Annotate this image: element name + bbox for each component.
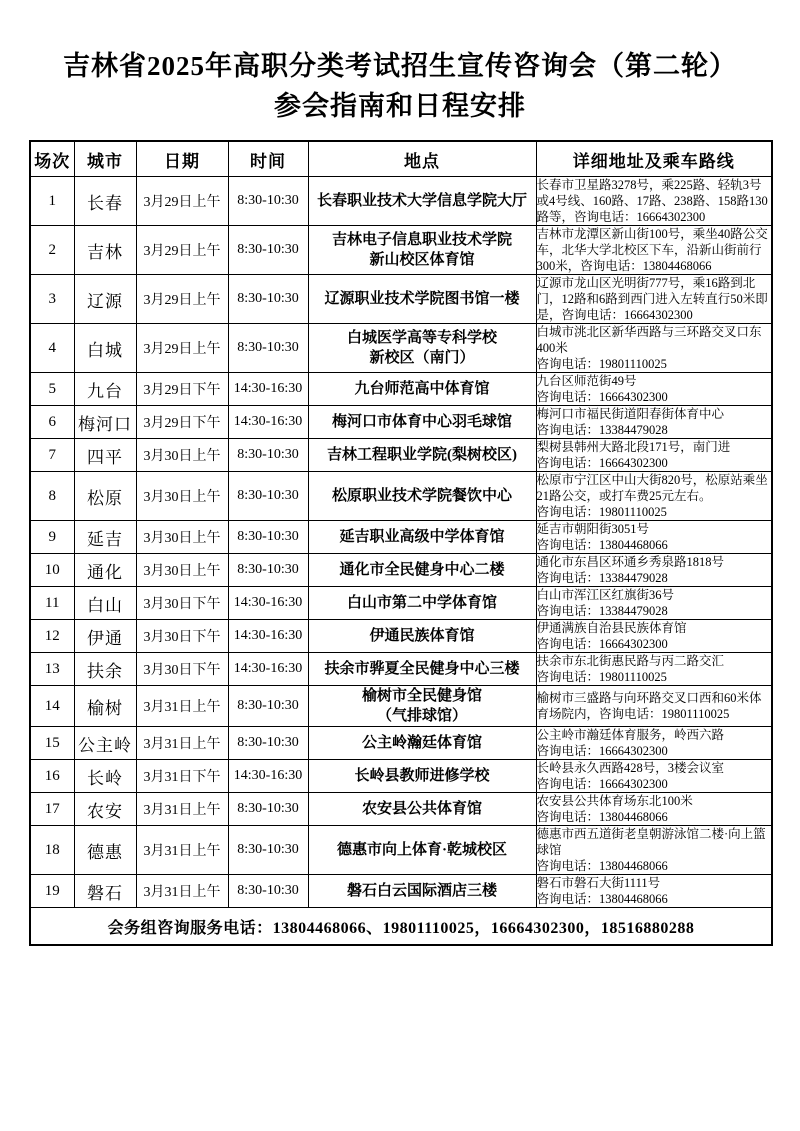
cell-no: 17 (30, 793, 74, 826)
cell-city: 扶余 (74, 653, 136, 686)
cell-time: 14:30-16:30 (228, 620, 308, 653)
cell-no: 7 (30, 439, 74, 472)
cell-date: 3月30日下午 (136, 587, 228, 620)
cell-place: 吉林电子信息职业技术学院 新山校区体育馆 (308, 226, 536, 275)
cell-time: 8:30-10:30 (228, 727, 308, 760)
cell-date: 3月30日上午 (136, 439, 228, 472)
cell-date: 3月30日上午 (136, 472, 228, 521)
cell-date: 3月30日上午 (136, 554, 228, 587)
title-line-2: 参会指南和日程安排 (274, 91, 526, 121)
cell-place: 白城医学高等专科学校 新校区（南门） (308, 324, 536, 373)
cell-date: 3月30日下午 (136, 653, 228, 686)
cell-date: 3月31日下午 (136, 760, 228, 793)
cell-city: 九台 (74, 373, 136, 406)
cell-time: 8:30-10:30 (228, 324, 308, 373)
cell-city: 吉林 (74, 226, 136, 275)
cell-time: 14:30-16:30 (228, 587, 308, 620)
cell-address: 吉林市龙潭区新山街100号，乘坐40路公交车，北华大学北校区下车，沿新山街前行300米，咨询电话：13804468066 (536, 226, 772, 275)
cell-time: 8:30-10:30 (228, 226, 308, 275)
cell-no: 19 (30, 875, 74, 908)
cell-time: 14:30-16:30 (228, 760, 308, 793)
cell-address: 延吉市朝阳街3051号 咨询电话：13804468066 (536, 521, 772, 554)
table-footer (30, 908, 772, 946)
cell-city: 延吉 (74, 521, 136, 554)
cell-date: 3月31日上午 (136, 727, 228, 760)
cell-time: 8:30-10:30 (228, 521, 308, 554)
column-header-address: 详细地址及乘车路线 (536, 141, 772, 177)
footer-row (30, 908, 772, 946)
cell-place: 榆树市全民健身馆 （气排球馆） (308, 686, 536, 727)
cell-place: 吉林工程职业学院(梨树校区) (308, 439, 536, 472)
cell-place: 德惠市向上体育·乾城校区 (308, 826, 536, 875)
cell-time: 8:30-10:30 (228, 875, 308, 908)
cell-place: 公主岭瀚廷体育馆 (308, 727, 536, 760)
table-header-row (30, 141, 772, 177)
cell-date: 3月31日上午 (136, 793, 228, 826)
cell-no: 12 (30, 620, 74, 653)
cell-city: 通化 (74, 554, 136, 587)
cell-city: 长岭 (74, 760, 136, 793)
cell-no: 1 (30, 177, 74, 226)
cell-place: 梅河口市体育中心羽毛球馆 (308, 406, 536, 439)
cell-address: 辽源市龙山区光明街777号，乘16路到北门，12路和6路到西门进入左转直行50米即是，咨询电话：16664302300 (536, 275, 772, 324)
cell-no: 4 (30, 324, 74, 373)
schedule-table-wrapper (29, 140, 771, 946)
cell-time: 14:30-16:30 (228, 653, 308, 686)
cell-place: 长春职业技术大学信息学院大厅 (308, 177, 536, 226)
cell-no: 15 (30, 727, 74, 760)
table-row (30, 760, 772, 793)
cell-no: 10 (30, 554, 74, 587)
cell-time: 8:30-10:30 (228, 472, 308, 521)
cell-time: 8:30-10:30 (228, 275, 308, 324)
cell-address: 通化市东昌区环通乡秀泉路1818号 咨询电话：13384479028 (536, 554, 772, 587)
cell-city: 松原 (74, 472, 136, 521)
cell-date: 3月30日下午 (136, 620, 228, 653)
cell-no: 8 (30, 472, 74, 521)
cell-address: 磐石市磐石大街1111号 咨询电话：13804468066 (536, 875, 772, 908)
table-row (30, 554, 772, 587)
cell-time: 8:30-10:30 (228, 554, 308, 587)
table-row (30, 177, 772, 226)
table-row (30, 324, 772, 373)
cell-time: 8:30-10:30 (228, 177, 308, 226)
contact-phones: 会务组咨询服务电话：13804468066、19801110025，16664302300，18516880288 (30, 908, 772, 946)
cell-address: 公主岭市瀚廷体育服务，岭西六路 咨询电话：16664302300 (536, 727, 772, 760)
cell-place: 松原职业技术学院餐饮中心 (308, 472, 536, 521)
table-row (30, 793, 772, 826)
table-row (30, 226, 772, 275)
page-title (0, 0, 800, 126)
column-header-city: 城市 (74, 141, 136, 177)
cell-city: 白城 (74, 324, 136, 373)
cell-no: 5 (30, 373, 74, 406)
cell-address: 长岭县永久西路428号，3楼会议室 咨询电话：16664302300 (536, 760, 772, 793)
cell-city: 长春 (74, 177, 136, 226)
table-header (30, 141, 772, 177)
table-row (30, 275, 772, 324)
table-row (30, 406, 772, 439)
cell-date: 3月29日上午 (136, 177, 228, 226)
cell-address: 农安县公共体育场东北100米 咨询电话：13804468066 (536, 793, 772, 826)
cell-place: 白山市第二中学体育馆 (308, 587, 536, 620)
schedule-table (29, 140, 773, 946)
cell-address: 白山市浑江区红旗街36号 咨询电话：13384479028 (536, 587, 772, 620)
cell-address: 长春市卫星路3278号，乘225路、轻轨3号或4号线、160路、17路、238路、158路130路等，咨询电话：16664302300 (536, 177, 772, 226)
table-body (30, 177, 772, 908)
cell-date: 3月29日下午 (136, 373, 228, 406)
cell-date: 3月31日上午 (136, 686, 228, 727)
cell-time: 8:30-10:30 (228, 826, 308, 875)
cell-date: 3月29日上午 (136, 226, 228, 275)
table-row (30, 686, 772, 727)
cell-city: 农安 (74, 793, 136, 826)
cell-date: 3月30日上午 (136, 521, 228, 554)
cell-place: 九台师范高中体育馆 (308, 373, 536, 406)
cell-address: 伊通满族自治县民族体育馆 咨询电话：16664302300 (536, 620, 772, 653)
cell-city: 辽源 (74, 275, 136, 324)
cell-place: 延吉职业高级中学体育馆 (308, 521, 536, 554)
cell-place: 伊通民族体育馆 (308, 620, 536, 653)
cell-time: 14:30-16:30 (228, 373, 308, 406)
table-row (30, 472, 772, 521)
cell-date: 3月29日上午 (136, 275, 228, 324)
cell-city: 白山 (74, 587, 136, 620)
cell-city: 榆树 (74, 686, 136, 727)
cell-no: 11 (30, 587, 74, 620)
cell-city: 磐石 (74, 875, 136, 908)
table-row (30, 373, 772, 406)
cell-address: 九台区师范街49号 咨询电话：16664302300 (536, 373, 772, 406)
cell-place: 农安县公共体育馆 (308, 793, 536, 826)
column-header-date: 日期 (136, 141, 228, 177)
cell-no: 13 (30, 653, 74, 686)
cell-address: 梨树县韩州大路北段171号，南门进 咨询电话：16664302300 (536, 439, 772, 472)
table-row (30, 587, 772, 620)
cell-no: 18 (30, 826, 74, 875)
cell-place: 通化市全民健身中心二楼 (308, 554, 536, 587)
cell-city: 公主岭 (74, 727, 136, 760)
cell-city: 梅河口 (74, 406, 136, 439)
cell-date: 3月31日上午 (136, 826, 228, 875)
cell-place: 辽源职业技术学院图书馆一楼 (308, 275, 536, 324)
cell-date: 3月29日下午 (136, 406, 228, 439)
table-row (30, 620, 772, 653)
cell-date: 3月29日上午 (136, 324, 228, 373)
cell-address: 扶余市东北街惠民路与丙二路交汇 咨询电话：19801110025 (536, 653, 772, 686)
title-line-1: 吉林省2025年高职分类考试招生宣传咨询会（第二轮） (63, 51, 737, 81)
cell-no: 16 (30, 760, 74, 793)
cell-city: 四平 (74, 439, 136, 472)
cell-city: 伊通 (74, 620, 136, 653)
cell-place: 磐石白云国际酒店三楼 (308, 875, 536, 908)
column-header-time: 时间 (228, 141, 308, 177)
cell-no: 9 (30, 521, 74, 554)
cell-city: 德惠 (74, 826, 136, 875)
table-row (30, 521, 772, 554)
cell-place: 长岭县教师进修学校 (308, 760, 536, 793)
cell-address: 白城市洮北区新华西路与三环路交叉口东400米 咨询电话：19801110025 (536, 324, 772, 373)
cell-no: 2 (30, 226, 74, 275)
cell-date: 3月31日上午 (136, 875, 228, 908)
column-header-no: 场次 (30, 141, 74, 177)
cell-no: 3 (30, 275, 74, 324)
column-header-place: 地点 (308, 141, 536, 177)
cell-address: 德惠市西五道街老皇朝游泳馆二楼·向上篮球馆 咨询电话：13804468066 (536, 826, 772, 875)
table-row (30, 875, 772, 908)
cell-time: 8:30-10:30 (228, 793, 308, 826)
cell-address: 榆树市三盛路与向环路交叉口西和60米体育场院内，咨询电话：19801110025 (536, 686, 772, 727)
cell-place: 扶余市骅夏全民健身中心三楼 (308, 653, 536, 686)
cell-no: 14 (30, 686, 74, 727)
cell-no: 6 (30, 406, 74, 439)
table-row (30, 653, 772, 686)
cell-address: 梅河口市福民街道阳春街体育中心 咨询电话：13384479028 (536, 406, 772, 439)
table-row (30, 727, 772, 760)
table-row (30, 826, 772, 875)
cell-address: 松原市宁江区中山大街820号，松原站乘坐21路公交，或打车费25元左右。 咨询电话：19801110025 (536, 472, 772, 521)
cell-time: 8:30-10:30 (228, 439, 308, 472)
cell-time: 8:30-10:30 (228, 686, 308, 727)
cell-time: 14:30-16:30 (228, 406, 308, 439)
table-row (30, 439, 772, 472)
